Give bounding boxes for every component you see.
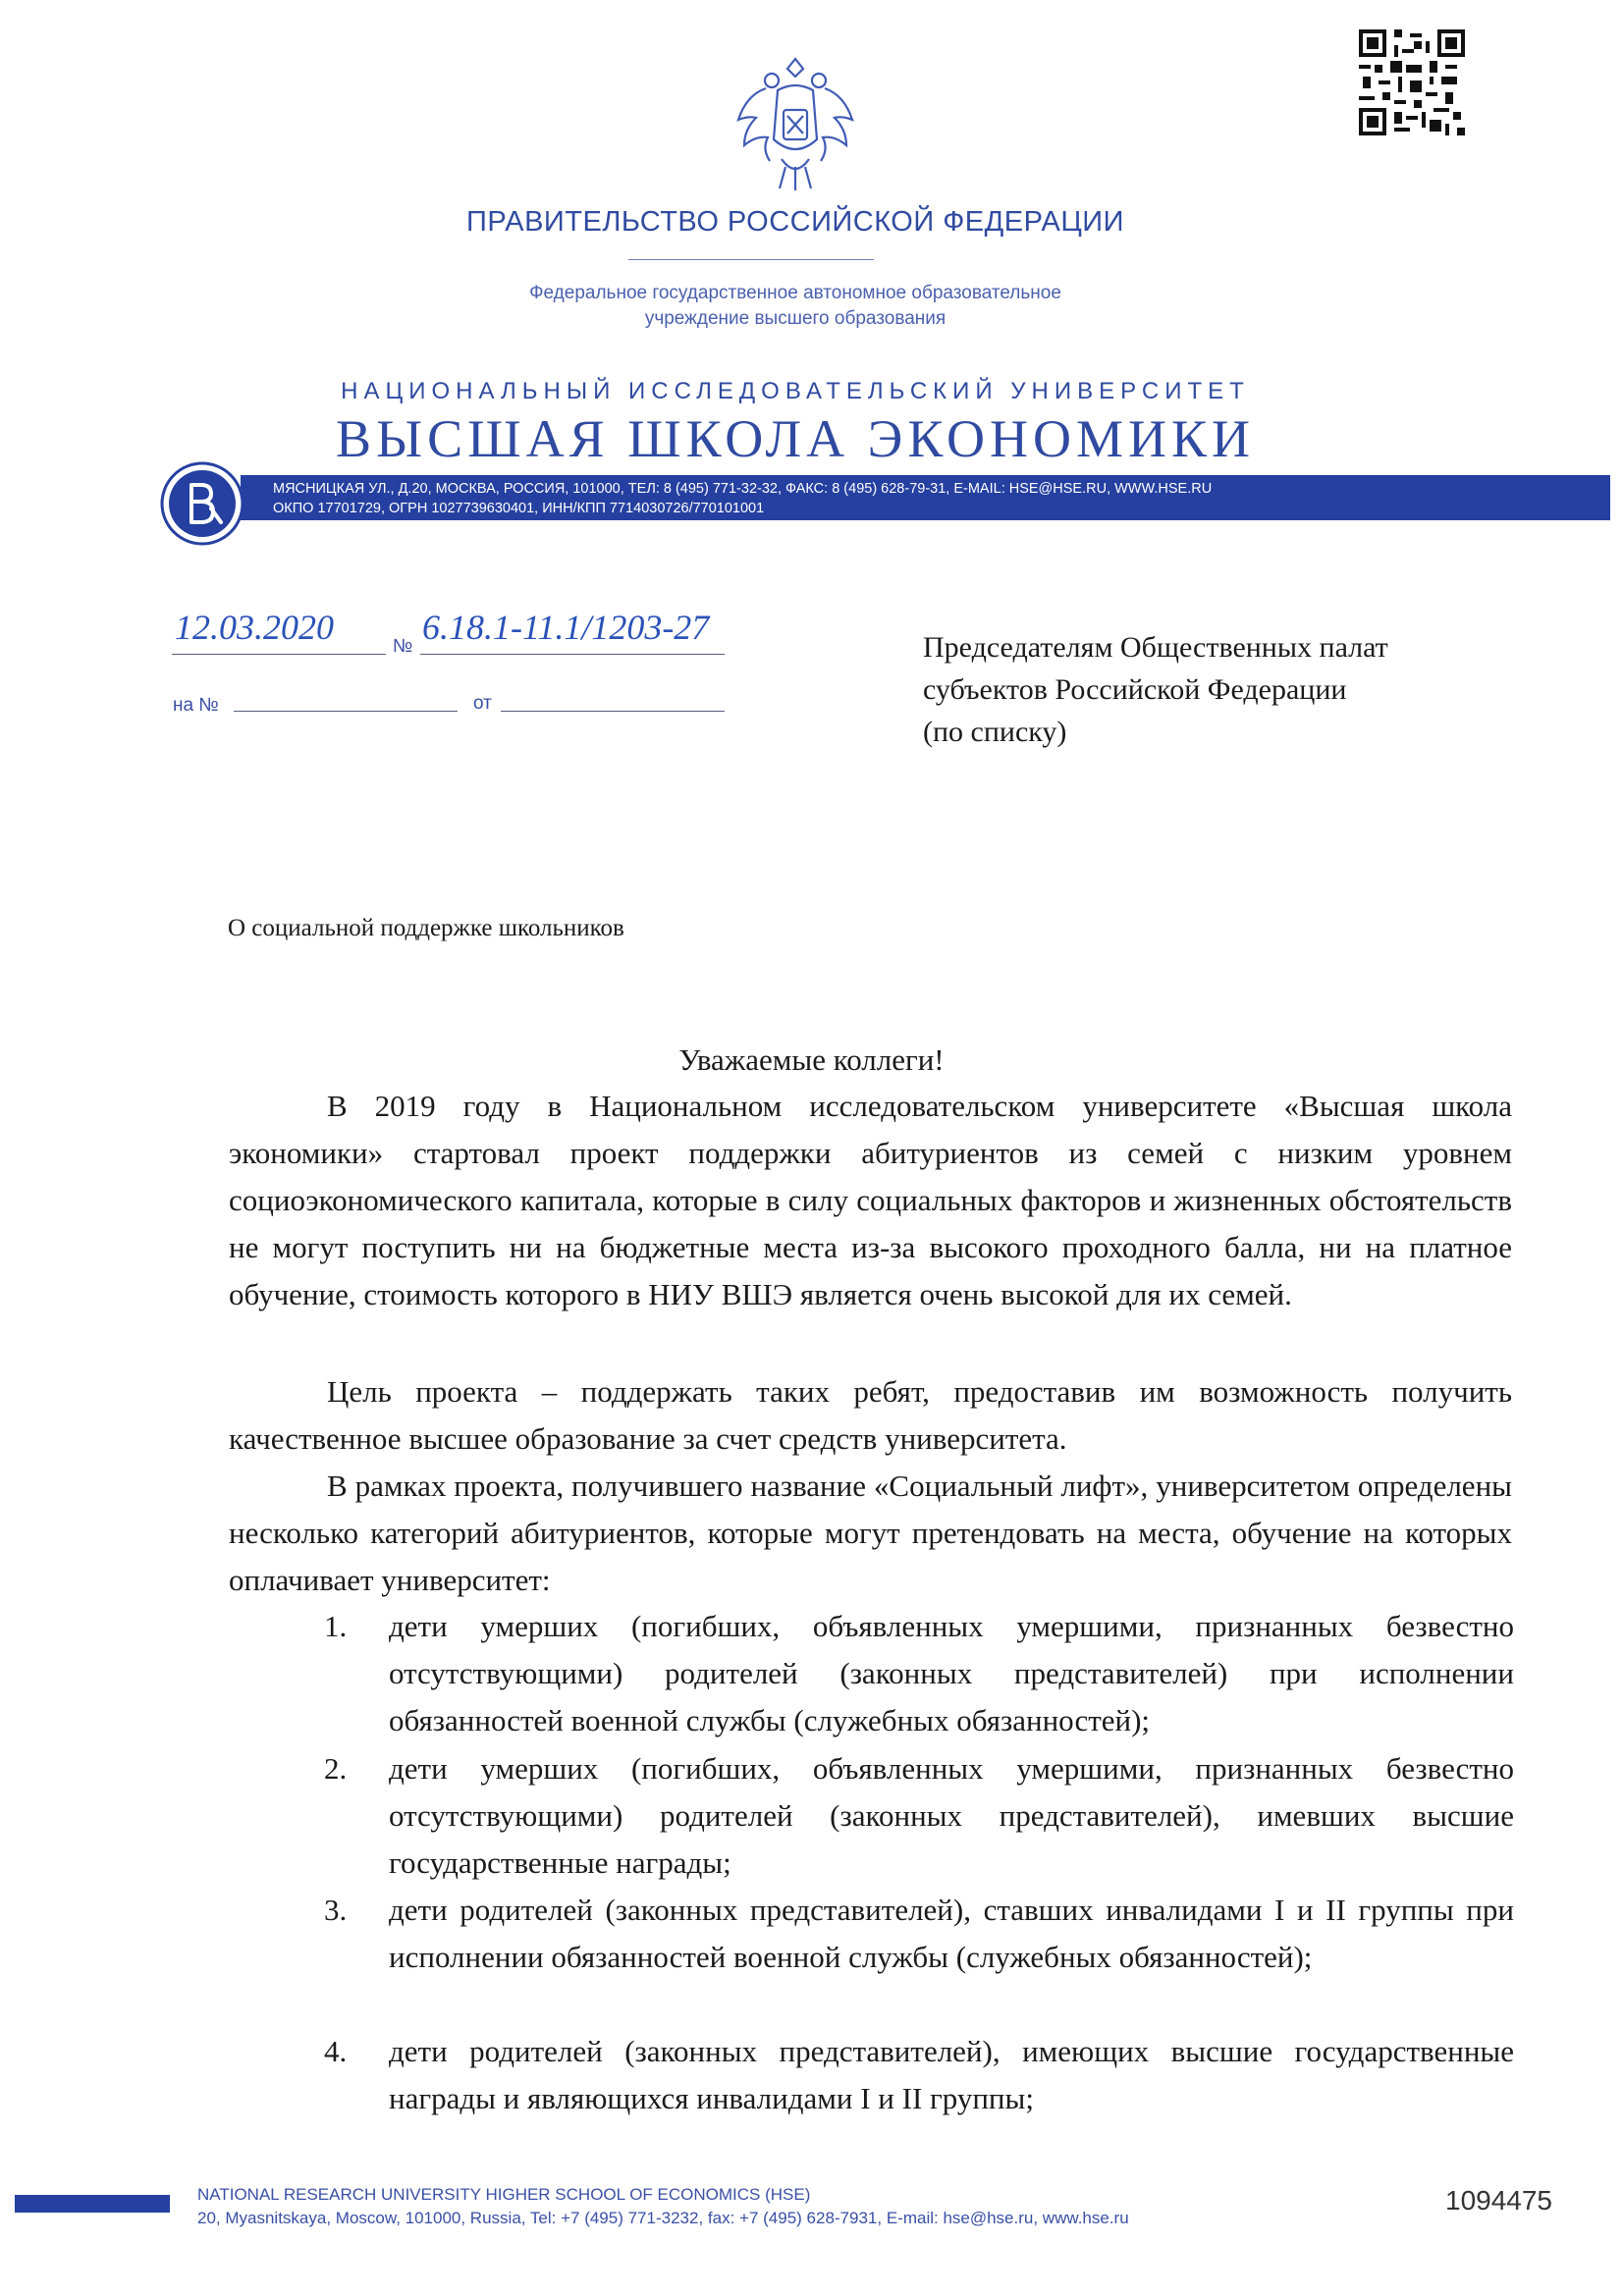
title-divider [628,259,874,260]
footer-university: NATIONAL RESEARCH UNIVERSITY HIGHER SCHOOL OF ECONOMICS (HSE) [197,2185,811,2204]
reference-underline [234,711,458,712]
number-underline [420,654,725,655]
list-number: 2. [324,1751,348,1786]
list-text: дети умерших (погибших, объявленных умершими, признанных безвестно отсутствующими) родителей (законных представителей), имевших высшие государственные награды; [389,1751,1514,1880]
list-text: дети умерших (погибших, объявленных умершими, признанных безвестно отсутствующими) родителей (законных представителей) при исполнении обязанностей военной службы (служебных обязанностей); [389,1609,1514,1737]
list-item [324,1603,1514,1744]
from-label: от [473,693,492,714]
number-label: № [393,636,413,657]
band-address: МЯСНИЦКАЯ УЛ., Д.20, МОСКВА, РОССИЯ, 101000, ТЕЛ: 8 (495) 771-32-32, ФАКС: 8 (495) 628-79-31, E-MAIL: HSE@HSE.RU, WWW.HSE.RU [273,481,1213,497]
institution-line-1: Федеральное государственное автономное образовательное [529,283,1061,303]
institution-line-2: учреждение высшего образования [644,308,947,329]
list-item [324,1887,1514,1981]
document-code: 1094475 [1445,2185,1553,2216]
footer-bar [15,2195,170,2213]
list-number: 3. [324,1893,348,1927]
body-paragraph-1: В 2019 году в Национальном исследовательском университете «Высшая школа экономики» стартовал проект поддержки абитуриентов из семей с низким уровнем социоэкономического капитала, которые в силу социальных факторов и жизненных обстоятельств не могут поступить ни на бюджетные места из-за высокого проходного балла, ни на платное обучение, стоимость которого в НИУ ВШЭ является очень высокой для их семей. [229,1089,1512,1311]
coat-of-arms-icon [727,51,864,198]
addressee-line-1: Председателям Общественных палат [923,631,1388,664]
addressee-line-2: субъектов Российской Федерации [923,673,1347,706]
list-number: 1. [324,1609,348,1643]
hse-logo-icon [160,461,244,546]
reference-label: на № [173,695,219,716]
letter-date: 12.03.2020 [175,608,334,647]
date-underline [172,654,386,655]
body-paragraph-3: В рамках проекта, получившего название «Социальный лифт», университетом определены несколько категорий абитуриентов, которые могут претендовать на места, обучение на которых оплачивает университет: [229,1468,1512,1597]
qr-code-icon [1359,29,1465,135]
greeting: Уважаемые коллеги! [678,1042,945,1077]
addressee-block [923,626,1551,753]
letter-subject: О социальной поддержке школьников [228,915,624,941]
addressee-line-3: (по списку) [923,716,1067,748]
footer-address: 20, Myasnitskaya, Moscow, 101000, Russia, Tel: +7 (495) 771-3232, fax: +7 (495) 628-7931, E-mail: hse@hse.ru, www.hse.ru [197,2209,1129,2227]
list-number: 4. [324,2034,348,2068]
list-text: дети родителей (законных представителей), имеющих высшие государственные награды и являющихся инвалидами I и II группы; [389,2034,1514,2115]
letter-number: 6.18.1-11.1/1203-27 [422,608,710,647]
list-item [324,1745,1514,1887]
list-text: дети родителей (законных представителей), ставших инвалидами I и II группы при исполнении обязанностей военной службы (служебных обязанностей); [389,1893,1514,1974]
university-name-line-2: ВЫСШАЯ ШКОЛА ЭКОНОМИКИ [335,409,1256,468]
government-title: ПРАВИТЕЛЬСТВО РОССИЙСКОЙ ФЕДЕРАЦИИ [465,206,1124,238]
band-registration: ОКПО 17701729, ОГРН 1027739630401, ИНН/КПП 7714030726/770101001 [273,501,765,516]
list-item [324,2028,1514,2122]
body-paragraph-2: Цель проекта – поддержать таких ребят, предоставив им возможность получить качественное высшее образование за счет средств университета. [229,1374,1512,1456]
from-underline [501,711,725,712]
university-name-line-1: НАЦИОНАЛЬНЫЙ ИССЛЕДОВАТЕЛЬСКИЙ УНИВЕРСИТЕТ [341,378,1250,404]
